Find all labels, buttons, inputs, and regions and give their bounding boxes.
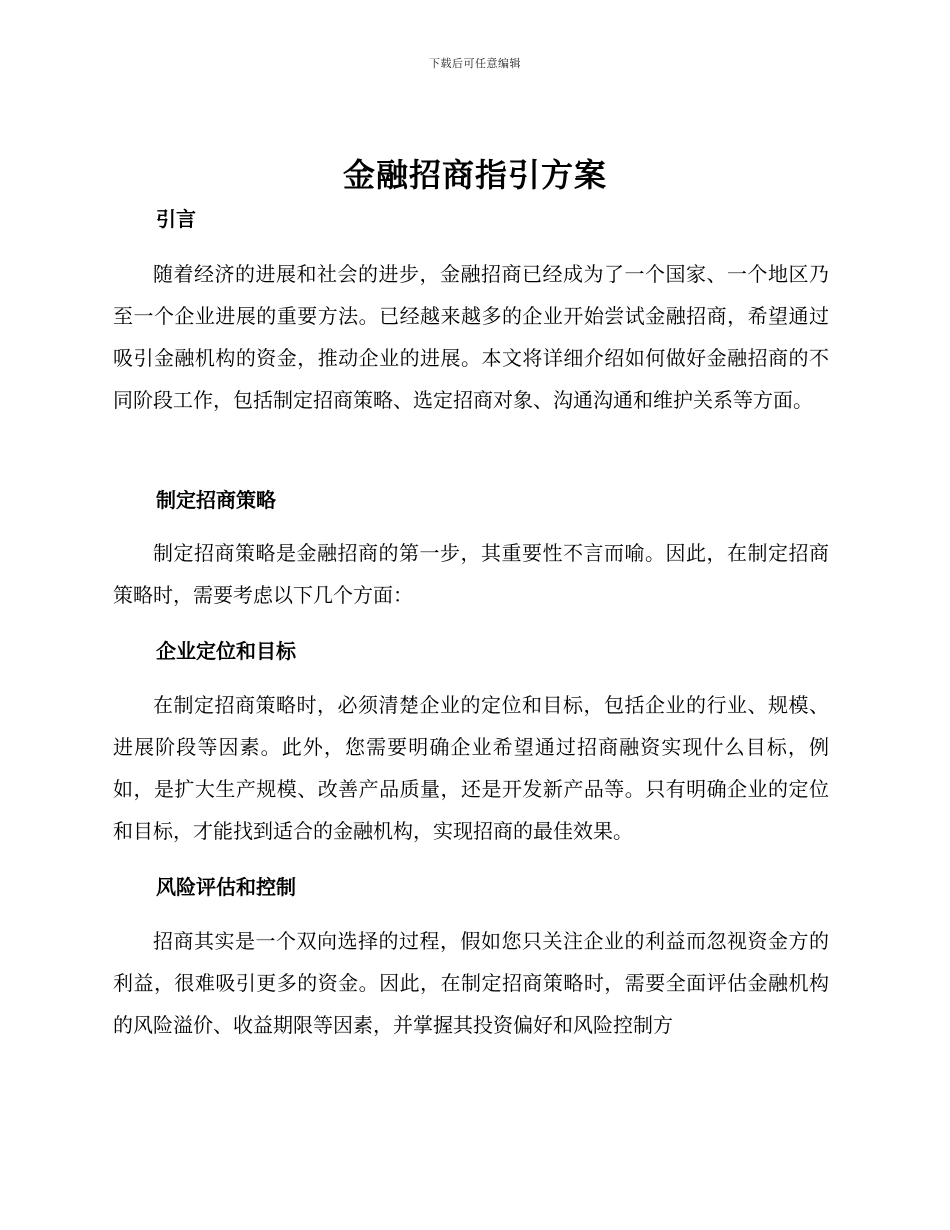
section-heading-risk: 风险评估和控制 [156,875,296,899]
section-heading-introduction: 引言 [156,207,196,231]
document-title: 金融招商指引方案 [342,156,607,194]
section-heading-positioning: 企业定位和目标 [156,639,296,663]
section-heading-strategy: 制定招商策略 [156,488,276,512]
paragraph-positioning: 在制定招商策略时，必须清楚企业的定位和目标，包括企业的行业、规模、进展阶段等因素。此外，您需要明确企业希望通过招商融资实现什么目标，例如，是扩大生产规模、改善产品质量，还是开发新产品等。只有明确企业的定位和目标，才能找到适合的金融机构，实现招商的最佳效果。 [113,693,829,843]
paragraph-strategy: 制定招商策略是金融招商的第一步，其重要性不言而喻。因此，在制定招商策略时，需要考虑以下几个方面： [113,541,829,607]
page-header-note: 下载后可任意编辑 [429,57,521,70]
paragraph-risk: 招商其实是一个双向选择的过程，假如您只关注企业的利益而忽视资金方的利益，很难吸引更多的资金。因此，在制定招商策略时，需要全面评估金融机构的风险溢价、收益期限等因素，并掌握其投资偏好和风险控制方 [113,929,829,1037]
paragraph-introduction: 随着经济的进展和社会的进步，金融招商已经成为了一个国家、一个地区乃至一个企业进展的重要方法。已经越来越多的企业开始尝试金融招商，希望通过吸引金融机构的资金，推动企业的进展。本文将详细介绍如何做好金融招商的不同阶段工作，包括制定招商策略、选定招商对象、沟通沟通和维护关系等方面。 [113,262,829,412]
